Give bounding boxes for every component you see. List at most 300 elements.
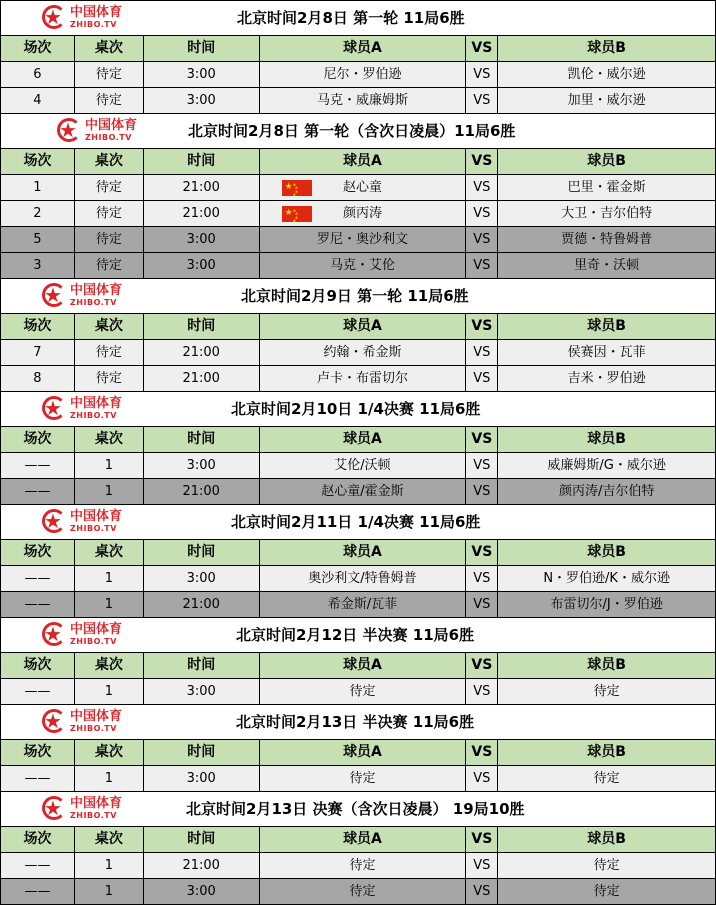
zhibo-logo-icon (41, 4, 67, 30)
player-a-cell (260, 252, 467, 278)
player-b-cell (498, 252, 716, 278)
header-player-b: 球员B (498, 426, 716, 452)
table-no-cell (75, 87, 144, 113)
match-no-text: 4 (33, 93, 42, 108)
logo-cn-text: 中国体育 (70, 395, 123, 411)
player-a-cell (260, 591, 467, 617)
logo-wordmark (70, 797, 122, 820)
player-a-cell (260, 87, 467, 113)
player-a-text: 赵心童 (342, 180, 382, 195)
table-no-text: 1 (104, 458, 113, 473)
header-time: 时间 (144, 652, 260, 678)
player-a-text: 尼尔・罗伯逊 (323, 67, 402, 82)
china-flag-icon (282, 206, 312, 222)
flag-star-shape: ★ (292, 192, 297, 197)
time-cell (144, 765, 260, 791)
schedule-section (0, 704, 716, 791)
zhibo-logo-icon (41, 795, 67, 821)
table-no-cell (75, 61, 144, 87)
header-vs: VS (466, 826, 498, 852)
header-player-b: 球员B (498, 739, 716, 765)
header-vs: VS (466, 35, 498, 61)
header-row (0, 739, 716, 765)
time-cell (144, 252, 260, 278)
header-row (0, 313, 716, 339)
match-no-text: —— (24, 771, 51, 786)
time-text: 3:00 (186, 67, 216, 82)
header-row (0, 426, 716, 452)
time-cell (144, 678, 260, 704)
match-no-text: —— (24, 458, 51, 473)
logo-wordmark (70, 397, 122, 420)
player-a-text: 待定 (349, 884, 376, 899)
player-b-text: 吉米・罗伯逊 (567, 371, 646, 386)
section-title: 北京时间2月11日 1/4决赛 11局6胜 (231, 513, 481, 531)
match-no-cell (1, 252, 75, 278)
vs-text: VS (473, 67, 491, 82)
player-a-cell (260, 174, 467, 200)
player-a-text: 赵心童/霍金斯 (321, 484, 404, 499)
match-no-text: 6 (33, 67, 42, 82)
logo-cn-text: 中国体育 (70, 508, 123, 524)
time-text: 21:00 (182, 345, 220, 360)
player-a-text: 待定 (349, 684, 376, 699)
header-player-a: 球员A (260, 313, 467, 339)
table-no-cell (75, 365, 144, 391)
match-no-text: —— (24, 597, 51, 612)
table-no-cell (75, 226, 144, 252)
player-a-cell (260, 200, 467, 226)
header-time: 时间 (144, 35, 260, 61)
header-table-no: 桌次 (75, 539, 144, 565)
header-match-no: 场次 (1, 426, 75, 452)
vs-cell (466, 252, 498, 278)
player-b-cell (498, 200, 716, 226)
player-b-text: 加里・威尔逊 (567, 93, 646, 108)
table-no-text: 待定 (95, 93, 122, 108)
table-row (0, 226, 716, 252)
time-text: 21:00 (182, 484, 220, 499)
header-table-no: 桌次 (75, 652, 144, 678)
section-title: 北京时间2月13日 决赛（含次日凌晨） 19局10胜 (186, 800, 525, 818)
header-vs: VS (466, 739, 498, 765)
vs-cell (466, 87, 498, 113)
player-a-cell (260, 452, 467, 478)
player-b-cell (498, 878, 716, 904)
table-row (0, 252, 716, 278)
header-table-no: 桌次 (75, 426, 144, 452)
time-cell (144, 226, 260, 252)
logo-wordmark (70, 510, 122, 533)
vs-text: VS (473, 180, 491, 195)
match-no-cell (1, 226, 75, 252)
time-cell (144, 565, 260, 591)
section-title-bar (0, 617, 716, 652)
match-no-cell (1, 565, 75, 591)
player-b-cell (498, 339, 716, 365)
table-no-cell (75, 174, 144, 200)
player-b-text: 待定 (593, 771, 620, 786)
table-no-cell (75, 339, 144, 365)
header-match-no: 场次 (1, 739, 75, 765)
schedule-section (0, 391, 716, 504)
player-b-text: 巴里・霍金斯 (567, 180, 646, 195)
match-no-cell (1, 765, 75, 791)
player-b-cell (498, 226, 716, 252)
time-cell (144, 452, 260, 478)
header-time: 时间 (144, 826, 260, 852)
logo-cn-text: 中国体育 (85, 117, 138, 133)
player-b-cell (498, 765, 716, 791)
zhibo-logo (41, 795, 122, 821)
logo-star-shape: ★ (44, 5, 62, 29)
player-a-text: 罗尼・奥沙利文 (316, 232, 408, 247)
flag-star-shape: ★ (294, 215, 299, 220)
player-b-cell (498, 852, 716, 878)
zhibo-logo (56, 117, 137, 143)
logo-star-shape: ★ (44, 396, 62, 420)
logo-en-text: ZHIBO.TV (70, 523, 117, 533)
time-text: 3:00 (186, 571, 216, 586)
header-player-b: 球员B (498, 826, 716, 852)
logo-star-shape: ★ (44, 709, 62, 733)
header-player-b: 球员B (498, 539, 716, 565)
player-a-text: 颜丙涛 (342, 206, 382, 221)
table-row (0, 478, 716, 504)
table-row (0, 565, 716, 591)
flag-star-shape: ★ (292, 218, 297, 223)
time-cell (144, 591, 260, 617)
table-no-cell (75, 591, 144, 617)
player-a-cell (260, 478, 467, 504)
logo-wordmark (70, 284, 122, 307)
schedule-section (0, 791, 716, 904)
table-no-text: 1 (104, 771, 113, 786)
section-title: 北京时间2月8日 第一轮 11局6胜 (237, 9, 465, 27)
header-vs: VS (466, 539, 498, 565)
vs-cell (466, 339, 498, 365)
player-a-cell (260, 61, 467, 87)
logo-star-shape: ★ (44, 509, 62, 533)
china-flag-icon (282, 180, 312, 196)
player-a-text: 待定 (349, 771, 376, 786)
match-no-cell (1, 365, 75, 391)
match-no-cell (1, 591, 75, 617)
vs-text: VS (473, 484, 491, 499)
match-no-text: 1 (33, 180, 42, 195)
match-no-text: 2 (33, 206, 42, 221)
match-no-cell (1, 478, 75, 504)
header-player-a: 球员A (260, 539, 467, 565)
table-no-text: 待定 (95, 180, 122, 195)
time-text: 3:00 (186, 232, 216, 247)
table-no-cell (75, 478, 144, 504)
time-cell (144, 365, 260, 391)
table-row (0, 174, 716, 200)
section-title: 北京时间2月13日 半决赛 11局6胜 (236, 713, 475, 731)
zhibo-logo (41, 621, 122, 647)
table-no-text: 待定 (95, 345, 122, 360)
match-no-text: —— (24, 571, 51, 586)
vs-text: VS (473, 684, 491, 699)
table-no-cell (75, 878, 144, 904)
vs-text: VS (473, 206, 491, 221)
match-no-cell (1, 174, 75, 200)
table-row (0, 452, 716, 478)
zhibo-logo-icon (41, 282, 67, 308)
header-match-no: 场次 (1, 539, 75, 565)
match-no-text: 7 (33, 345, 42, 360)
table-no-cell (75, 565, 144, 591)
section-title: 北京时间2月8日 第一轮（含次日凌晨）11局6胜 (188, 122, 516, 140)
player-a-text: 约翰・希金斯 (323, 345, 402, 360)
match-no-text: 3 (33, 258, 42, 273)
zhibo-logo (41, 395, 122, 421)
flag-star-shape: ★ (284, 208, 293, 218)
vs-cell (466, 765, 498, 791)
header-match-no: 场次 (1, 148, 75, 174)
vs-cell (466, 61, 498, 87)
header-player-a: 球员A (260, 652, 467, 678)
match-no-text: 5 (33, 232, 42, 247)
zhibo-logo (41, 282, 122, 308)
section-title-bar (0, 704, 716, 739)
player-a-cell (260, 226, 467, 252)
logo-wordmark (70, 710, 122, 733)
table-row (0, 878, 716, 904)
time-text: 3:00 (186, 684, 216, 699)
header-table-no: 桌次 (75, 35, 144, 61)
player-b-text: 凯伦・威尔逊 (567, 67, 646, 82)
player-b-cell (498, 478, 716, 504)
header-time: 时间 (144, 148, 260, 174)
time-text: 3:00 (186, 884, 216, 899)
logo-cn-text: 中国体育 (70, 4, 123, 20)
header-match-no: 场次 (1, 826, 75, 852)
header-match-no: 场次 (1, 313, 75, 339)
table-no-text: 1 (104, 597, 113, 612)
table-no-text: 待定 (95, 67, 122, 82)
schedule-section (0, 278, 716, 391)
time-cell (144, 478, 260, 504)
match-no-text: —— (24, 684, 51, 699)
logo-wordmark (70, 623, 122, 646)
header-table-no: 桌次 (75, 148, 144, 174)
match-no-text: —— (24, 858, 51, 873)
vs-cell (466, 678, 498, 704)
section-title-bar (0, 0, 716, 35)
zhibo-logo (41, 708, 122, 734)
time-text: 3:00 (186, 458, 216, 473)
logo-wordmark (70, 6, 122, 29)
time-cell (144, 200, 260, 226)
player-a-text: 希金斯/瓦菲 (327, 597, 398, 612)
player-a-cell (260, 678, 467, 704)
player-b-cell (498, 365, 716, 391)
table-no-text: 1 (104, 571, 113, 586)
header-player-a: 球员A (260, 148, 467, 174)
player-b-cell (498, 61, 716, 87)
time-text: 21:00 (182, 371, 220, 386)
header-player-a: 球员A (260, 426, 467, 452)
time-text: 3:00 (186, 771, 216, 786)
vs-cell (466, 878, 498, 904)
logo-star-shape: ★ (44, 283, 62, 307)
player-b-text: 里奇・沃顿 (574, 258, 640, 273)
header-row (0, 826, 716, 852)
player-a-text: 奥沙利文/特鲁姆普 (308, 571, 417, 586)
vs-cell (466, 478, 498, 504)
match-no-text: 8 (33, 371, 42, 386)
vs-cell (466, 226, 498, 252)
match-no-cell (1, 339, 75, 365)
section-title-bar (0, 113, 716, 148)
player-a-text: 卢卡・布雷切尔 (316, 371, 408, 386)
vs-text: VS (473, 458, 491, 473)
time-cell (144, 174, 260, 200)
header-row (0, 35, 716, 61)
table-no-cell (75, 765, 144, 791)
logo-en-text: ZHIBO.TV (70, 297, 117, 307)
header-time: 时间 (144, 313, 260, 339)
header-player-b: 球员B (498, 35, 716, 61)
player-b-text: 待定 (593, 858, 620, 873)
vs-text: VS (473, 858, 491, 873)
table-row (0, 339, 716, 365)
match-no-cell (1, 678, 75, 704)
time-cell (144, 878, 260, 904)
header-vs: VS (466, 313, 498, 339)
table-no-cell (75, 678, 144, 704)
vs-text: VS (473, 93, 491, 108)
flag-star-shape: ★ (284, 182, 293, 192)
schedule-section (0, 504, 716, 617)
header-player-b: 球员B (498, 652, 716, 678)
time-text: 21:00 (182, 180, 220, 195)
match-no-cell (1, 200, 75, 226)
player-b-cell (498, 452, 716, 478)
logo-cn-text: 中国体育 (70, 795, 123, 811)
time-cell (144, 87, 260, 113)
section-title: 北京时间2月12日 半决赛 11局6胜 (236, 626, 475, 644)
player-a-text: 马克・威廉姆斯 (316, 93, 408, 108)
vs-text: VS (473, 345, 491, 360)
player-a-text: 待定 (349, 858, 376, 873)
vs-cell (466, 565, 498, 591)
schedule-section (0, 617, 716, 704)
time-text: 21:00 (182, 206, 220, 221)
player-b-text: 布雷切尔/J・罗伯逊 (550, 597, 663, 612)
header-player-b: 球员B (498, 313, 716, 339)
flag-star-shape: ★ (292, 208, 297, 213)
player-b-text: N・罗伯逊/K・威尔逊 (543, 571, 670, 586)
vs-text: VS (473, 597, 491, 612)
vs-cell (466, 365, 498, 391)
section-title-bar (0, 391, 716, 426)
header-player-a: 球员A (260, 739, 467, 765)
table-no-cell (75, 252, 144, 278)
logo-star-shape: ★ (44, 622, 62, 646)
schedule-section (0, 113, 716, 278)
table-no-text: 1 (104, 484, 113, 499)
logo-en-text: ZHIBO.TV (70, 723, 117, 733)
table-no-text: 1 (104, 884, 113, 899)
table-row (0, 678, 716, 704)
player-b-cell (498, 174, 716, 200)
logo-cn-text: 中国体育 (70, 621, 123, 637)
table-no-text: 待定 (95, 206, 122, 221)
match-no-text: —— (24, 484, 51, 499)
logo-en-text: ZHIBO.TV (85, 132, 132, 142)
match-no-cell (1, 61, 75, 87)
time-text: 3:00 (186, 258, 216, 273)
section-title-bar (0, 791, 716, 826)
table-row (0, 365, 716, 391)
logo-star-shape: ★ (44, 796, 62, 820)
vs-text: VS (473, 884, 491, 899)
zhibo-logo-icon (41, 508, 67, 534)
header-match-no: 场次 (1, 35, 75, 61)
vs-text: VS (473, 371, 491, 386)
section-title-bar (0, 278, 716, 313)
header-vs: VS (466, 652, 498, 678)
header-vs: VS (466, 148, 498, 174)
zhibo-logo (41, 4, 122, 30)
vs-text: VS (473, 232, 491, 247)
logo-star-shape: ★ (59, 118, 77, 142)
time-cell (144, 61, 260, 87)
header-row (0, 148, 716, 174)
player-a-cell (260, 339, 467, 365)
logo-en-text: ZHIBO.TV (70, 810, 117, 820)
zhibo-logo-icon (41, 395, 67, 421)
header-player-b: 球员B (498, 148, 716, 174)
flag-star-shape: ★ (294, 189, 299, 194)
header-table-no: 桌次 (75, 739, 144, 765)
time-text: 21:00 (182, 597, 220, 612)
player-a-cell (260, 878, 467, 904)
player-b-text: 大卫・吉尔伯特 (561, 206, 653, 221)
vs-cell (466, 452, 498, 478)
table-row (0, 852, 716, 878)
table-no-cell (75, 852, 144, 878)
player-a-cell (260, 852, 467, 878)
zhibo-logo-icon (41, 621, 67, 647)
vs-text: VS (473, 771, 491, 786)
match-no-text: —— (24, 884, 51, 899)
logo-en-text: ZHIBO.TV (70, 636, 117, 646)
zhibo-logo (41, 508, 122, 534)
logo-cn-text: 中国体育 (70, 708, 123, 724)
player-b-text: 侯赛因・瓦菲 (567, 345, 646, 360)
table-no-cell (75, 200, 144, 226)
table-row (0, 200, 716, 226)
time-text: 3:00 (186, 93, 216, 108)
match-no-cell (1, 452, 75, 478)
player-b-text: 待定 (593, 684, 620, 699)
player-b-cell (498, 678, 716, 704)
vs-text: VS (473, 258, 491, 273)
vs-cell (466, 174, 498, 200)
vs-cell (466, 591, 498, 617)
match-no-cell (1, 878, 75, 904)
player-b-text: 颜丙涛/吉尔伯特 (558, 484, 655, 499)
schedule-section (0, 0, 716, 113)
header-player-a: 球员A (260, 826, 467, 852)
table-no-text: 待定 (95, 371, 122, 386)
match-no-cell (1, 852, 75, 878)
player-b-text: 威廉姆斯/G・威尔逊 (547, 458, 666, 473)
